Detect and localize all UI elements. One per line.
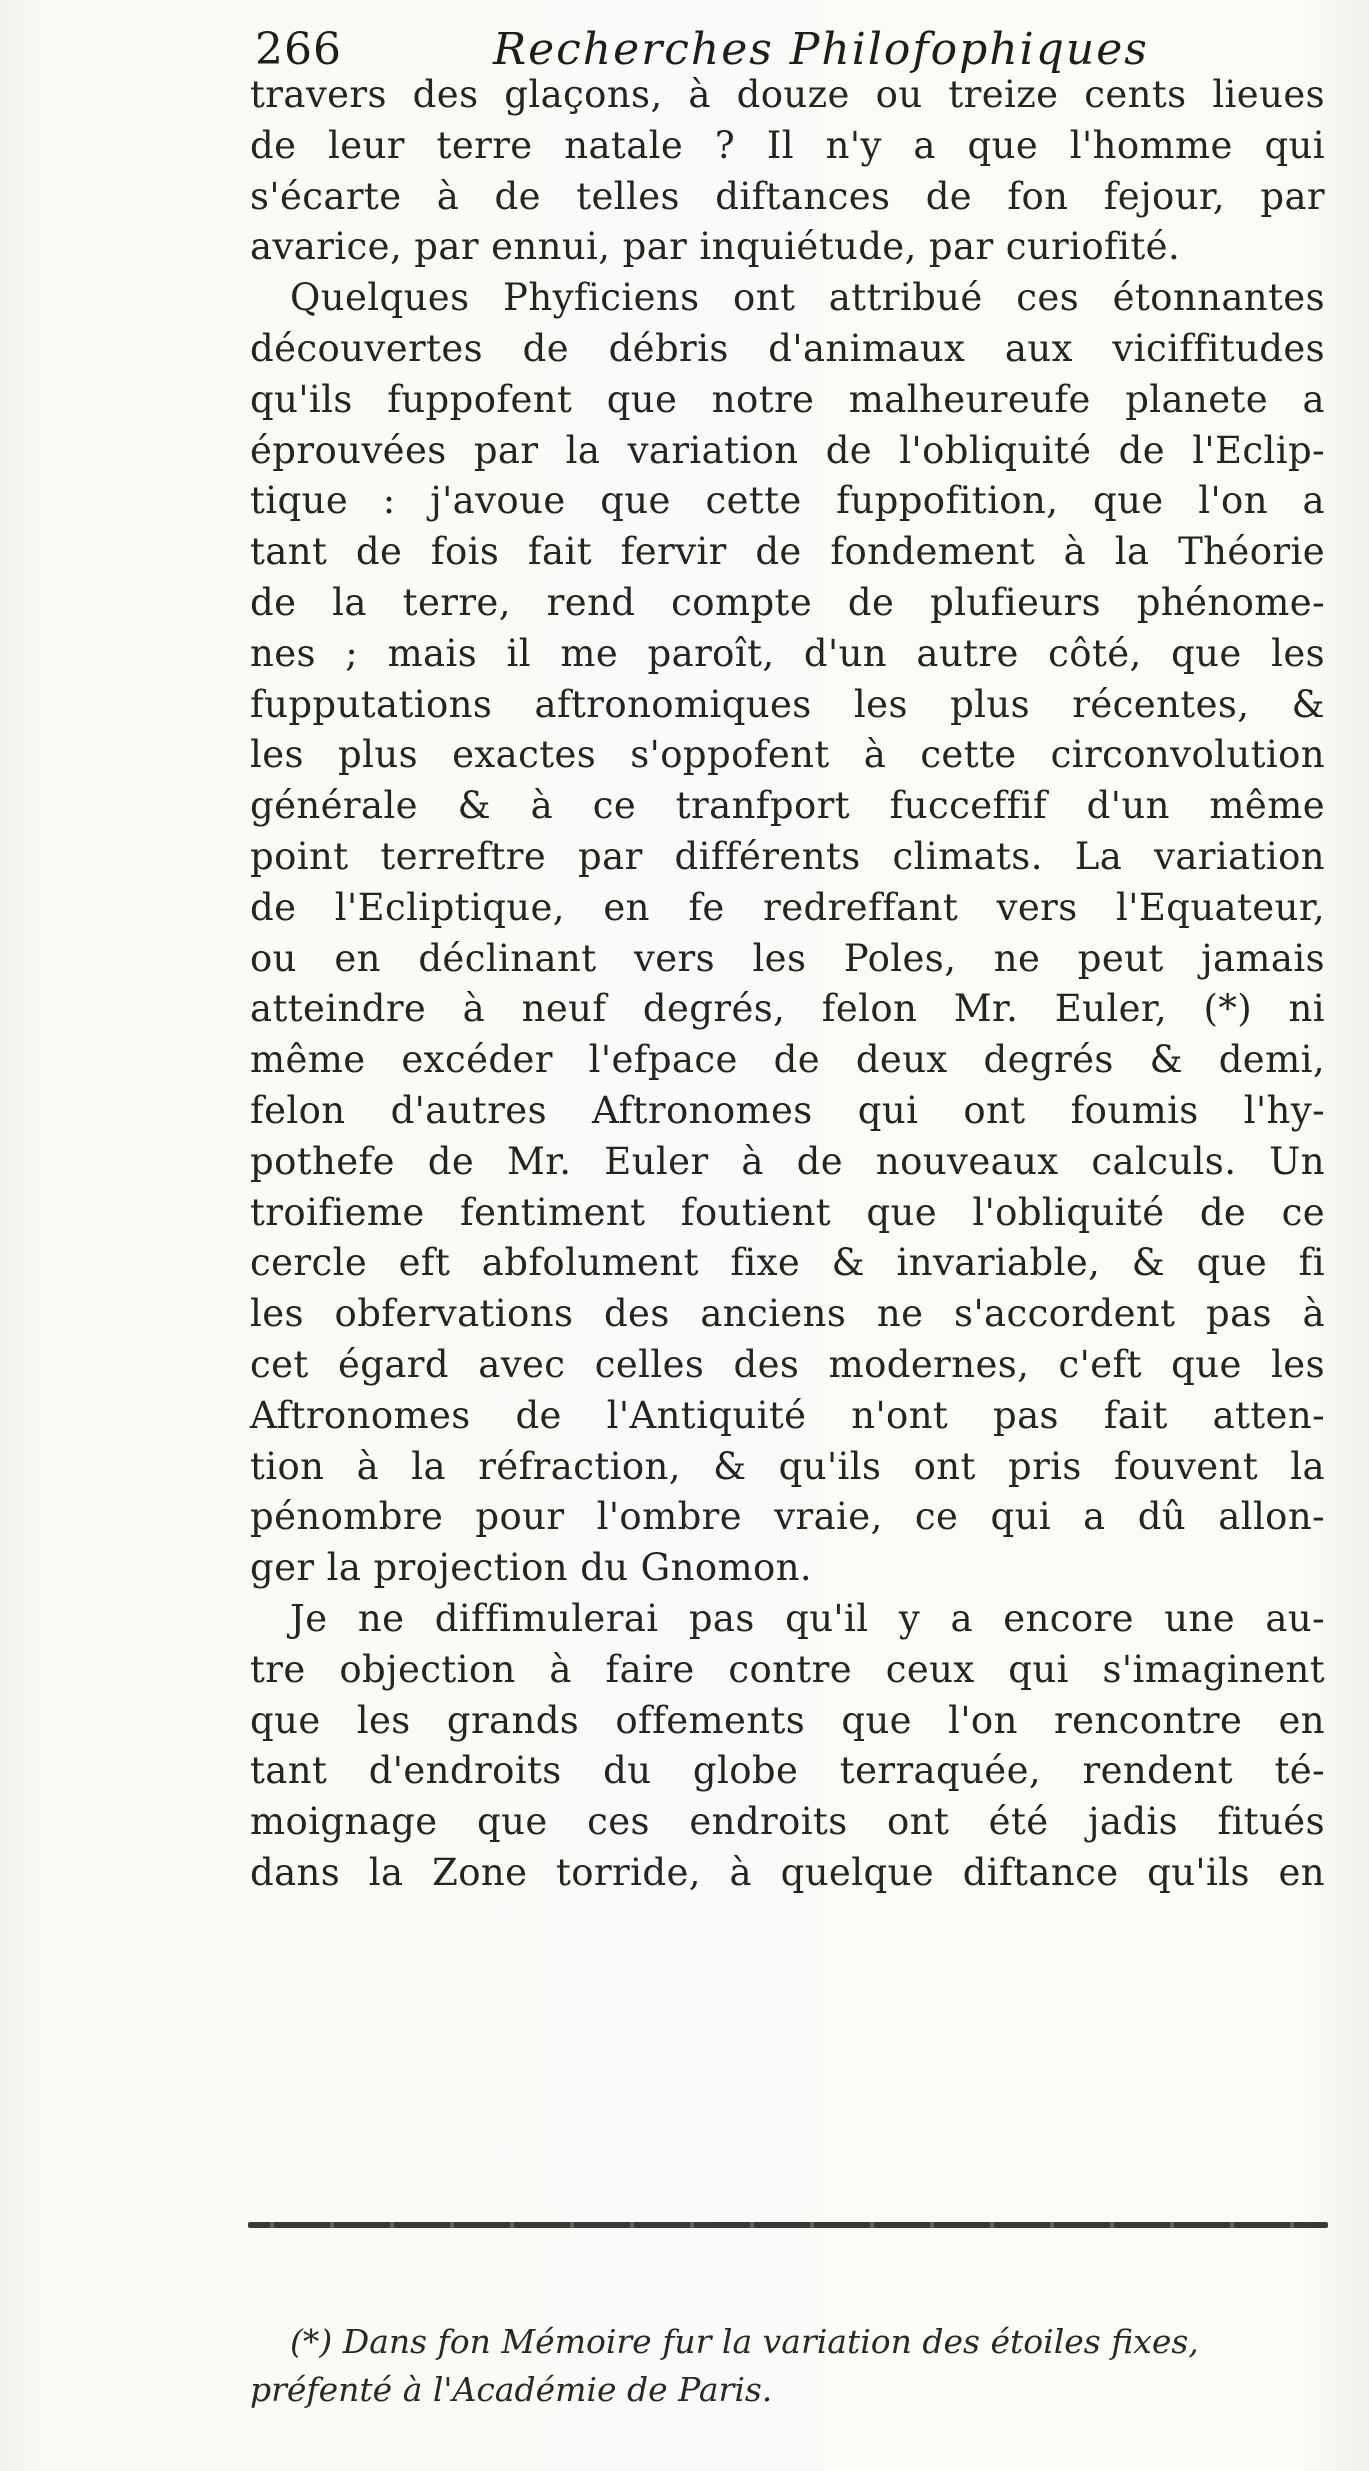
text-line: moignage que ces endroits ont été jadis fitués: [250, 1800, 1325, 1844]
text-line: tant de fois fait fervir de fondement à la Théorie: [250, 530, 1325, 574]
text-line: même excéder l'efpace de deux degrés & demi,: [250, 1038, 1325, 1082]
text-line: tant d'endroits du globe terraquée, rendent té-: [250, 1749, 1325, 1793]
text-line: Je ne diffimulerai pas qu'il y a encore une au-: [290, 1596, 1325, 1640]
text-line: Quelques Phyficiens ont attribué ces étonnantes: [290, 276, 1325, 320]
running-title: Recherches Philofophiques: [493, 24, 1149, 75]
footnote-line: (*) Dans fon Mémoire fur la variation des étoiles fixes,: [290, 2322, 1199, 2361]
footnote: [250, 2318, 1330, 2414]
text-line: qu'ils fuppofent que notre malheureufe planete a: [250, 377, 1325, 421]
text-line: de l'Ecliptique, en fe redreffant vers l'Equateur,: [250, 885, 1325, 929]
text-line: nes ; mais il me paroît, d'un autre côté, que les: [250, 631, 1325, 675]
text-line: tique : j'avoue que cette fuppofition, que l'on a: [250, 479, 1325, 523]
text-line: tre objection à faire contre ceux qui s'imaginent: [250, 1647, 1325, 1691]
text-line: pénombre pour l'ombre vraie, ce qui a dû allon-: [250, 1495, 1325, 1539]
text-line: fupputations aftronomiques les plus récentes, &: [250, 682, 1325, 726]
text-line: s'écarte à de telles diftances de fon fejour, par: [250, 174, 1325, 218]
text-line: dans la Zone torride, à quelque diftance qu'ils en: [250, 1850, 1325, 1894]
footnote-separator-rule: [248, 2222, 1328, 2228]
text-line: les obfervations des anciens ne s'accordent pas à: [250, 1292, 1325, 1336]
text-line: felon d'autres Aftronomes qui ont foumis l'hy-: [250, 1088, 1325, 1132]
text-line: atteindre à neuf degrés, felon Mr. Euler, (*) ni: [250, 987, 1325, 1031]
text-line: découvertes de débris d'animaux aux viciffitudes: [250, 326, 1325, 370]
text-line: de leur terre natale ? Il n'y a que l'homme qui: [250, 123, 1325, 167]
text-line: éprouvées par la variation de l'obliquité de l'Eclip-: [250, 428, 1325, 472]
text-line: tion à la réfraction, & qu'ils ont pris fouvent la: [250, 1444, 1325, 1488]
text-line: les plus exactes s'oppofent à cette circonvolution: [250, 733, 1325, 777]
text-line: que les grands offements que l'on rencontre en: [250, 1698, 1325, 1742]
text-line: ger la projection du Gnomon.: [250, 1546, 813, 1590]
page-number: 266: [255, 24, 342, 75]
text-line: cet égard avec celles des modernes, c'eft que les: [250, 1342, 1325, 1386]
main-text: [250, 70, 1325, 1899]
text-line: ou en déclinant vers les Poles, ne peut jamais: [250, 936, 1325, 980]
footnote-line: préfenté à l'Académie de Paris.: [250, 2370, 773, 2409]
text-line: travers des glaçons, à douze ou treize cents lieues: [250, 73, 1325, 116]
text-line: générale & à ce tranfport fucceffif d'un même: [250, 784, 1325, 828]
text-line: Aftronomes de l'Antiquité n'ont pas fait atten-: [250, 1393, 1325, 1437]
text-line: point terreftre par différents climats. La variation: [250, 834, 1325, 878]
text-line: pothefe de Mr. Euler à de nouveaux calculs. Un: [250, 1139, 1325, 1183]
text-line: de la terre, rend compte de plufieurs phénome-: [250, 580, 1325, 624]
text-line: avarice, par ennui, par inquiétude, par curiofité.: [250, 225, 1181, 269]
text-line: cercle eft abfolument fixe & invariable, & que fi: [250, 1241, 1325, 1285]
text-line: troifieme fentiment foutient que l'obliquité de ce: [250, 1190, 1325, 1234]
